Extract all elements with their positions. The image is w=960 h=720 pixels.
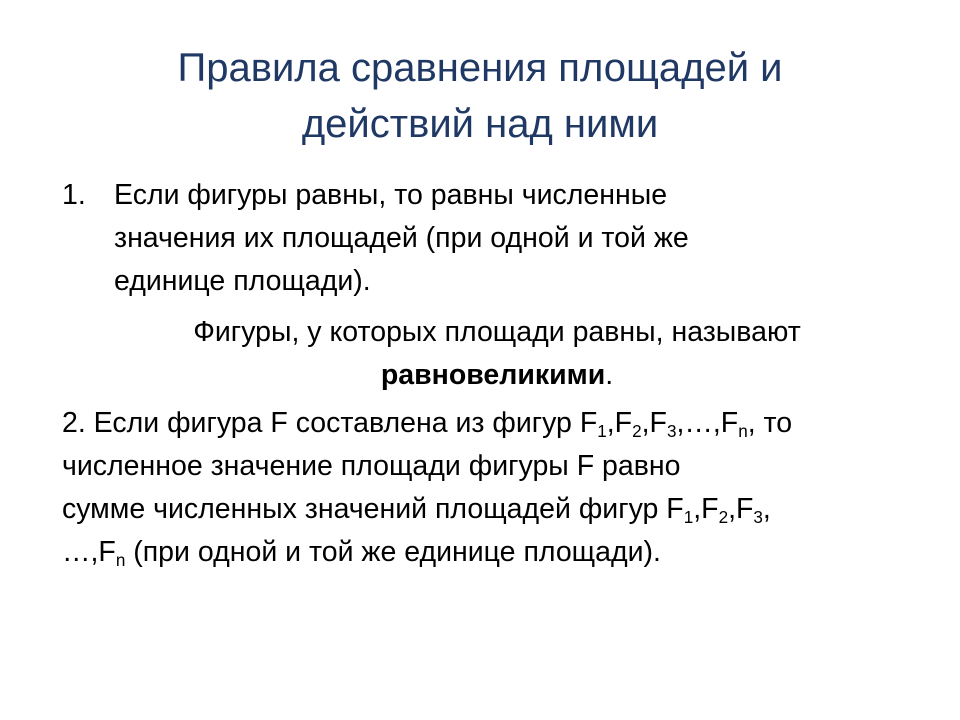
subscript: n — [115, 551, 126, 571]
rule-1-line-1: Если фигуры равны, то равны численные — [114, 179, 668, 211]
definition-line-1: Фигуры, у которых площади равны, называют — [193, 316, 801, 348]
rule-1-line-2: значения их площадей (при одной и той же — [114, 222, 689, 254]
title-line-1: Правила сравнения площадей и — [177, 46, 783, 90]
rule-1-number: 1. — [62, 179, 86, 211]
definition-term-end: . — [605, 359, 614, 391]
rule-1 — [62, 174, 902, 303]
text-fragment: ,F — [606, 407, 633, 439]
rule-2-line-1-text: 2. Если фигура F составлена из фигур F — [62, 407, 598, 439]
definition-term: равновеликими — [380, 359, 606, 391]
text-fragment: , — [762, 493, 771, 525]
rule-2-line-2: численное значение площади фигуры F равно — [62, 450, 681, 482]
subscript: 1 — [597, 422, 607, 442]
slide-title — [60, 40, 900, 152]
text-fragment: …,F — [62, 536, 116, 568]
rule-2 — [62, 402, 902, 574]
subscript: 2 — [718, 508, 729, 528]
subscript: 1 — [683, 508, 694, 528]
text-fragment: , то — [747, 407, 793, 439]
subscript: 3 — [666, 422, 677, 442]
rule-1-line-3: единице площади). — [114, 265, 371, 297]
definition — [62, 311, 902, 397]
title-line-2: действий над ними — [301, 102, 659, 146]
text-fragment: ,F — [693, 493, 719, 525]
rule-2-line-3 — [62, 488, 902, 531]
rule-2-line-3-text: сумме численных значений площадей фигур F — [62, 493, 684, 525]
text-fragment: ,F — [728, 493, 754, 525]
subscript: 2 — [632, 422, 642, 442]
rule-2-line-1 — [62, 402, 902, 445]
rule-2-line-4 — [62, 531, 902, 574]
text-fragment: ,F — [641, 407, 667, 439]
definition-line-2 — [92, 354, 902, 397]
rule-2-line-4-text: (при одной и той же единице площади). — [125, 536, 661, 568]
subscript: n — [738, 422, 748, 442]
slide-body — [62, 174, 902, 574]
subscript: 3 — [753, 508, 763, 528]
text-fragment: ,…,F — [676, 407, 739, 439]
